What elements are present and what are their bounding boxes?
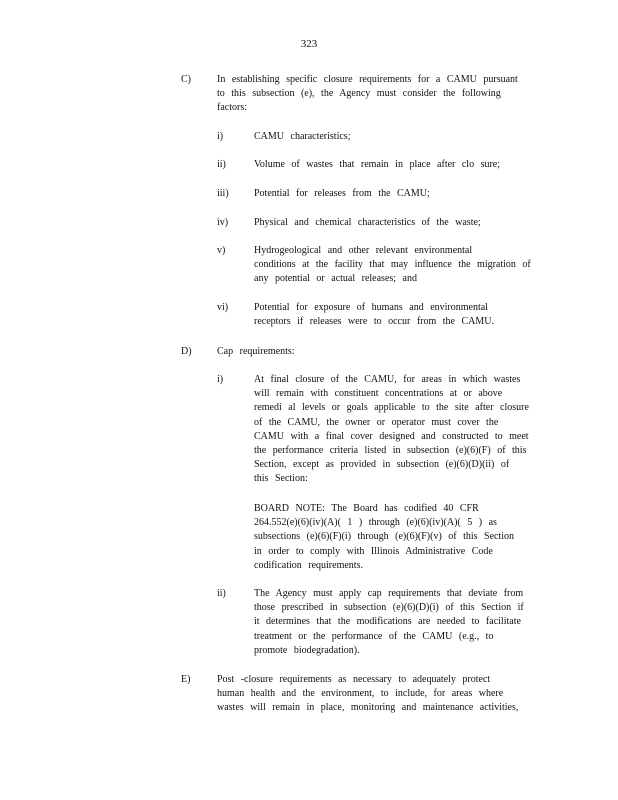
text-line: Post -closure requirements as necessary to adequately protect xyxy=(217,674,491,685)
text-line: Physical and chemical characteristics of the waste; xyxy=(254,217,481,228)
subitem-label: iii) xyxy=(217,188,229,199)
item-c-text xyxy=(217,73,518,116)
item-label-d: D) xyxy=(181,346,192,357)
text-line: Section, except as provided in subsection (e)(6)(D)(ii) of xyxy=(254,459,510,471)
subitem-text xyxy=(254,158,500,172)
text-line: factors: xyxy=(217,102,247,114)
text-line: BOARD NOTE: The Board has codified 40 CFR xyxy=(254,503,479,514)
subitem-text xyxy=(254,216,481,230)
text-line: it determines that the modifications are needed to facilitate xyxy=(254,616,521,628)
subitem-label: vi) xyxy=(217,302,229,313)
text-line: conditions at the facility that may influence the migration of xyxy=(254,259,531,271)
subitem-text xyxy=(254,130,350,144)
text-line: At final closure of the CAMU, for areas in which wastes xyxy=(254,374,521,385)
text-line: will remain with constituent concentrations at or above xyxy=(254,388,503,400)
subitem-text xyxy=(254,244,531,287)
text-line: receptors if releases were to occur from the CAMU. xyxy=(254,316,494,328)
text-line: Potential for exposure of humans and environmental xyxy=(254,302,488,313)
item-label-e: E) xyxy=(181,674,191,685)
text-line: wastes will remain in place, monitoring and maintenance activities, xyxy=(217,702,519,714)
text-line: Potential for releases from the CAMU; xyxy=(254,188,430,199)
text-line: Hydrogeological and other relevant environmental xyxy=(254,245,473,256)
text-line: subsections (e)(6)(F)(i) through (e)(6)(F)(v) of this Section xyxy=(254,531,515,543)
text-line: the performance criteria listed in subsection (e)(6)(F) of this xyxy=(254,445,527,457)
subitem-text xyxy=(254,301,494,329)
text-line: of the CAMU, the owner or operator must cover the xyxy=(254,416,499,428)
subitem-text xyxy=(254,587,524,658)
text-line: in order to comply with Illinois Administrative Code xyxy=(254,545,493,557)
subitem-label: i) xyxy=(217,131,224,142)
text-line: In establishing specific closure requirements for a CAMU pursuant xyxy=(217,74,518,85)
subitem-label: ii) xyxy=(217,588,226,599)
text-line: any potential or actual releases; and xyxy=(254,273,417,285)
text-line: those prescribed in subsection (e)(6)(D)(i) of this Section if xyxy=(254,602,524,614)
subitem-label: ii) xyxy=(217,159,226,170)
subitem-label: v) xyxy=(217,245,226,256)
text-line: to this subsection (e), the Agency must consider the following xyxy=(217,88,501,100)
item-e-text xyxy=(217,673,518,716)
subitem-label: i) xyxy=(217,374,224,385)
item-label-c: C) xyxy=(181,74,191,85)
text-line: CAMU characteristics; xyxy=(254,131,351,142)
item-d-text xyxy=(217,345,295,359)
text-line: promote biodegradation). xyxy=(254,644,360,656)
page-number: 323 xyxy=(300,38,318,50)
board-note xyxy=(254,502,514,573)
text-line: treatment or the performance of the CAMU (e.g., to xyxy=(254,630,494,642)
text-line: remedi al levels or goals applicable to the site after closure xyxy=(254,402,529,414)
text-line: Volume of wastes that remain in place after clo sure; xyxy=(254,159,501,170)
text-line: CAMU with a final cover designed and constructed to meet xyxy=(254,430,529,442)
subitem-text xyxy=(254,373,529,487)
text-line: Cap requirements: xyxy=(217,346,295,357)
text-line: codification requirements. xyxy=(254,559,363,571)
subitem-label: iv) xyxy=(217,217,229,228)
subitem-text xyxy=(254,187,430,201)
text-line: The Agency must apply cap requirements that deviate from xyxy=(254,588,524,599)
text-line: human health and the environment, to include, for areas where xyxy=(217,688,504,700)
text-line: this Section: xyxy=(254,473,308,485)
text-line: 264.552(e)(6)(iv)(A)( 1 ) through (e)(6)(iv)(A)( 5 ) as xyxy=(254,517,497,529)
